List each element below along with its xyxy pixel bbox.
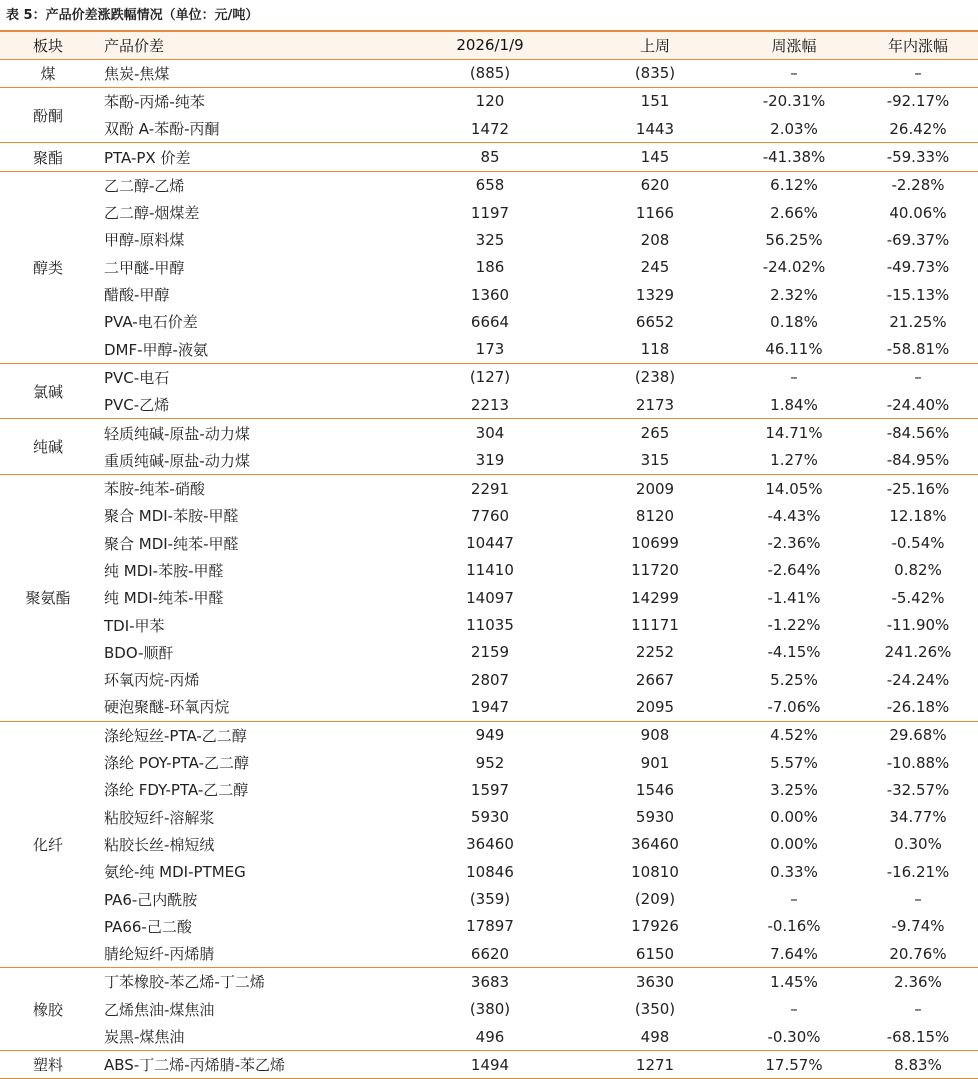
ytd-change-cell: 8.83%	[858, 1051, 978, 1079]
table-row	[0, 968, 978, 996]
header-current: 2026/1/9	[400, 31, 580, 59]
table-row	[0, 199, 978, 226]
last-week-cell: (350)	[634, 1000, 676, 1019]
category-cell: 酚酮	[0, 87, 96, 143]
ytd-change-cell: –	[914, 890, 922, 909]
table-row	[0, 171, 978, 199]
weekly-change-cell: 17.57%	[730, 1051, 858, 1079]
ytd-change-cell: 34.77%	[889, 808, 947, 827]
last-week-cell: 36460	[631, 835, 679, 854]
table-row	[0, 913, 978, 940]
last-week-cell: 145	[580, 143, 730, 171]
current-cell: 17897	[466, 917, 514, 936]
ytd-change-cell: -2.28%	[858, 171, 978, 199]
header-weekly-change: 周涨幅	[730, 31, 858, 59]
current-cell: 1947	[470, 697, 510, 716]
product-cell: 乙二醇-烟煤差	[104, 204, 200, 223]
ytd-change-cell: -11.90%	[886, 616, 950, 635]
table-row	[0, 1051, 978, 1079]
product-cell: 涤纶短丝-PTA-乙二醇	[96, 721, 400, 749]
product-cell: 双酚 A-苯酚-丙酮	[104, 120, 220, 139]
ytd-change-cell: -5.42%	[891, 588, 945, 607]
last-week-cell: 118	[640, 340, 670, 359]
current-cell: 2213	[470, 395, 510, 414]
weekly-change-cell: 56.25%	[765, 230, 823, 249]
weekly-change-cell: -2.36%	[767, 534, 821, 553]
ytd-change-cell: -84.95%	[886, 451, 950, 470]
last-week-cell: (209)	[634, 890, 676, 909]
spread-table	[0, 30, 978, 1079]
category-cell: 纯碱	[0, 419, 96, 475]
last-week-cell: 8120	[635, 506, 675, 525]
last-week-cell: 14299	[631, 588, 679, 607]
weekly-change-cell: -4.43%	[767, 506, 821, 525]
current-cell: 1472	[470, 119, 510, 138]
weekly-change-cell: 14.71%	[730, 419, 858, 447]
product-cell: 苯胺-纯苯-硝酸	[96, 474, 400, 502]
ytd-change-cell: 0.30%	[894, 835, 942, 854]
current-cell: 11035	[466, 616, 514, 635]
table-row	[0, 226, 978, 253]
current-cell: 658	[400, 171, 580, 199]
weekly-change-cell: 1.27%	[770, 451, 818, 470]
last-week-cell: 2009	[580, 474, 730, 502]
product-cell: PA6-己内酰胺	[104, 890, 198, 909]
last-week-cell: 245	[640, 258, 670, 277]
ytd-change-cell: -24.40%	[886, 395, 950, 414]
current-cell: 85	[400, 143, 580, 171]
weekly-change-cell: -41.38%	[730, 143, 858, 171]
current-cell: 952	[475, 753, 505, 772]
last-week-cell: 620	[580, 171, 730, 199]
product-cell: 涤纶 POY-PTA-乙二醇	[104, 754, 249, 773]
table-row	[0, 502, 978, 529]
ytd-change-cell: -25.16%	[858, 474, 978, 502]
current-cell: 2159	[470, 643, 510, 662]
last-week-cell: 908	[580, 721, 730, 749]
product-cell: 丁苯橡胶-苯乙烯-丁二烯	[96, 968, 400, 996]
last-week-cell: 2667	[635, 670, 675, 689]
weekly-change-cell: -4.15%	[767, 643, 821, 662]
weekly-change-cell: –	[790, 1000, 798, 1019]
last-week-cell: 315	[640, 451, 670, 470]
current-cell: 11410	[466, 561, 514, 580]
weekly-change-cell: 1.45%	[730, 968, 858, 996]
weekly-change-cell: -2.64%	[767, 561, 821, 580]
product-cell: 甲醇-原料煤	[104, 231, 185, 250]
last-week-cell: 10810	[631, 862, 679, 881]
category-cell: 煤	[0, 59, 96, 87]
last-week-cell: 11720	[631, 561, 679, 580]
product-cell: 氨纶-纯 MDI-PTMEG	[104, 863, 246, 882]
current-cell: 36460	[466, 835, 514, 854]
product-cell: 纯 MDI-纯苯-甲醛	[104, 589, 224, 608]
category-cell: 醇类	[0, 171, 96, 363]
header-row	[0, 31, 978, 59]
current-cell: (380)	[469, 1000, 511, 1019]
ytd-change-cell: 40.06%	[889, 203, 947, 222]
ytd-change-cell: 21.25%	[889, 312, 947, 331]
weekly-change-cell: 5.57%	[770, 753, 818, 772]
last-week-cell: 10699	[631, 534, 679, 553]
weekly-change-cell: -24.02%	[762, 258, 826, 277]
table-row	[0, 831, 978, 858]
weekly-change-cell: -0.16%	[767, 917, 821, 936]
header-last-week: 上周	[580, 31, 730, 59]
weekly-change-cell: 2.32%	[770, 285, 818, 304]
table-row	[0, 335, 978, 363]
current-cell: (127)	[400, 363, 580, 391]
table-row	[0, 391, 978, 419]
product-cell: 二甲醚-甲醇	[104, 258, 185, 277]
weekly-change-cell: –	[790, 890, 798, 909]
weekly-change-cell: -7.06%	[767, 697, 821, 716]
last-week-cell: 1546	[635, 780, 675, 799]
table-row	[0, 557, 978, 584]
ytd-change-cell: -58.81%	[886, 340, 950, 359]
table-row	[0, 666, 978, 693]
weekly-change-cell: 1.84%	[770, 395, 818, 414]
weekly-change-cell: –	[730, 59, 858, 87]
current-cell: 496	[475, 1027, 505, 1046]
product-cell: 乙二醇-乙烯	[96, 171, 400, 199]
ytd-change-cell: 12.18%	[889, 506, 947, 525]
ytd-change-cell: 2.36%	[858, 968, 978, 996]
last-week-cell: 5930	[635, 808, 675, 827]
last-week-cell: 6150	[635, 944, 675, 963]
current-cell: 3683	[400, 968, 580, 996]
product-cell: 粘胶长丝-棉短绒	[104, 835, 215, 854]
table-body	[0, 59, 978, 1079]
ytd-change-cell: 0.82%	[894, 561, 942, 580]
weekly-change-cell: 0.18%	[770, 312, 818, 331]
table-row	[0, 530, 978, 557]
current-cell: (885)	[400, 59, 580, 87]
last-week-cell: 17926	[631, 917, 679, 936]
last-week-cell: 151	[580, 87, 730, 115]
last-week-cell: 2252	[635, 643, 675, 662]
table-row	[0, 447, 978, 475]
last-week-cell: 1329	[635, 285, 675, 304]
weekly-change-cell: 7.64%	[770, 944, 818, 963]
table-row	[0, 419, 978, 447]
current-cell: 10846	[466, 862, 514, 881]
table-row	[0, 721, 978, 749]
weekly-change-cell: 0.00%	[770, 835, 818, 854]
category-cell: 塑料	[0, 1051, 96, 1079]
product-cell: TDI-甲苯	[104, 616, 165, 635]
header-ytd-change: 年内涨幅	[858, 31, 978, 59]
table-row	[0, 885, 978, 912]
ytd-change-cell: -59.33%	[858, 143, 978, 171]
current-cell: 186	[475, 258, 505, 277]
table-row	[0, 858, 978, 885]
last-week-cell: 6652	[635, 312, 675, 331]
last-week-cell: 1166	[635, 203, 675, 222]
weekly-change-cell: 6.12%	[730, 171, 858, 199]
weekly-change-cell: 3.25%	[770, 780, 818, 799]
table-caption: 表 5：产品价差涨跌幅情况（单位：元/吨）	[6, 8, 259, 23]
weekly-change-cell: 2.03%	[770, 119, 818, 138]
last-week-cell: 11171	[631, 616, 679, 635]
current-cell: 7760	[470, 506, 510, 525]
ytd-change-cell: 241.26%	[884, 643, 952, 662]
category-cell: 化纤	[0, 721, 96, 968]
weekly-change-cell: -1.41%	[767, 588, 821, 607]
product-cell: BDO-顺酐	[104, 643, 174, 662]
current-cell: 120	[400, 87, 580, 115]
ytd-change-cell: -26.18%	[886, 697, 950, 716]
product-cell: PTA-PX 价差	[96, 143, 400, 171]
ytd-change-cell: -84.56%	[858, 419, 978, 447]
table-row	[0, 611, 978, 638]
category-cell: 氯碱	[0, 363, 96, 419]
weekly-change-cell: 2.66%	[770, 203, 818, 222]
product-cell: 苯酚-丙烯-纯苯	[96, 87, 400, 115]
current-cell: 304	[400, 419, 580, 447]
weekly-change-cell: -1.22%	[767, 616, 821, 635]
product-cell: 焦炭-焦煤	[96, 59, 400, 87]
current-cell: (359)	[469, 890, 511, 909]
last-week-cell: 1443	[635, 119, 675, 138]
current-cell: 6664	[470, 312, 510, 331]
last-week-cell: 2173	[635, 395, 675, 414]
current-cell: 1197	[470, 203, 510, 222]
weekly-change-cell: 14.05%	[730, 474, 858, 502]
product-cell: 涤纶 FDY-PTA-乙二醇	[104, 781, 249, 800]
product-cell: 轻质纯碱-原盐-动力煤	[96, 419, 400, 447]
product-cell: 聚合 MDI-纯苯-甲醛	[104, 534, 239, 553]
current-cell: 14097	[466, 588, 514, 607]
last-week-cell: 901	[640, 753, 670, 772]
current-cell: 5930	[470, 808, 510, 827]
current-cell: 2807	[470, 670, 510, 689]
weekly-change-cell: 0.33%	[770, 862, 818, 881]
weekly-change-cell: -0.30%	[767, 1027, 821, 1046]
ytd-change-cell: 20.76%	[889, 944, 947, 963]
ytd-change-cell: –	[858, 363, 978, 391]
table-row	[0, 474, 978, 502]
ytd-change-cell: -9.74%	[891, 917, 945, 936]
current-cell: 1597	[470, 780, 510, 799]
ytd-change-cell: -24.24%	[886, 670, 950, 689]
product-cell: PVC-电石	[96, 363, 400, 391]
last-week-cell: 265	[580, 419, 730, 447]
ytd-change-cell: -0.54%	[891, 534, 945, 553]
product-cell: 纯 MDI-苯胺-甲醛	[104, 561, 224, 580]
table-header	[0, 31, 978, 59]
last-week-cell: 1271	[580, 1051, 730, 1079]
product-cell: ABS-丁二烯-丙烯腈-苯乙烯	[96, 1051, 400, 1079]
ytd-change-cell: -15.13%	[886, 285, 950, 304]
weekly-change-cell: -20.31%	[730, 87, 858, 115]
product-cell: 环氧丙烷-丙烯	[104, 671, 200, 690]
table-row	[0, 940, 978, 968]
current-cell: 949	[400, 721, 580, 749]
table-row	[0, 254, 978, 281]
weekly-change-cell: 46.11%	[765, 340, 823, 359]
weekly-change-cell: 5.25%	[770, 670, 818, 689]
ytd-change-cell: -16.21%	[886, 862, 950, 881]
weekly-change-cell: 0.00%	[770, 808, 818, 827]
product-cell: 乙烯焦油-煤焦油	[104, 1000, 215, 1019]
product-cell: PVC-乙烯	[104, 396, 170, 415]
product-cell: PA66-己二酸	[104, 917, 192, 936]
product-cell: DMF-甲醇-液氨	[104, 340, 208, 359]
product-cell: PVA-电石价差	[104, 313, 198, 332]
ytd-change-cell: -10.88%	[886, 753, 950, 772]
table-row	[0, 749, 978, 776]
ytd-change-cell: -32.57%	[886, 780, 950, 799]
last-week-cell: 2095	[635, 697, 675, 716]
last-week-cell: 498	[640, 1027, 670, 1046]
current-cell: 1494	[400, 1051, 580, 1079]
ytd-change-cell: 29.68%	[858, 721, 978, 749]
ytd-change-cell: -49.73%	[886, 258, 950, 277]
product-cell: 炭黑-煤焦油	[104, 1028, 185, 1047]
weekly-change-cell: –	[730, 363, 858, 391]
current-cell: 173	[475, 340, 505, 359]
table-row	[0, 1023, 978, 1051]
header-product: 产品价差	[96, 31, 400, 59]
table-row	[0, 639, 978, 666]
current-cell: 10447	[466, 534, 514, 553]
current-cell: 325	[475, 230, 505, 249]
product-cell: 醋酸-甲醇	[104, 286, 170, 305]
table-row	[0, 693, 978, 721]
current-cell: 2291	[400, 474, 580, 502]
product-cell: 腈纶短纤-丙烯腈	[104, 945, 215, 964]
last-week-cell: 208	[640, 230, 670, 249]
ytd-change-cell: 26.42%	[889, 119, 947, 138]
weekly-change-cell: 4.52%	[730, 721, 858, 749]
table-row	[0, 804, 978, 831]
table-row	[0, 281, 978, 308]
last-week-cell: 3630	[580, 968, 730, 996]
ytd-change-cell: –	[858, 59, 978, 87]
table-row	[0, 308, 978, 335]
category-cell: 橡胶	[0, 968, 96, 1051]
current-cell: 6620	[470, 944, 510, 963]
product-cell: 粘胶短纤-溶解浆	[104, 808, 215, 827]
product-cell: 重质纯碱-原盐-动力煤	[104, 451, 250, 470]
ytd-change-cell: –	[914, 1000, 922, 1019]
header-category: 板块	[0, 31, 96, 59]
product-cell: 硬泡聚醚-环氧丙烷	[104, 698, 230, 717]
category-cell: 聚酯	[0, 143, 96, 171]
current-cell: 1360	[470, 285, 510, 304]
category-cell: 聚氨酯	[0, 474, 96, 721]
ytd-change-cell: -68.15%	[886, 1027, 950, 1046]
table-row	[0, 59, 978, 87]
ytd-change-cell: -92.17%	[858, 87, 978, 115]
table-row	[0, 584, 978, 611]
table-row	[0, 363, 978, 391]
ytd-change-cell: -69.37%	[886, 230, 950, 249]
last-week-cell: (238)	[580, 363, 730, 391]
last-week-cell: (835)	[580, 59, 730, 87]
table-row	[0, 87, 978, 115]
current-cell: 319	[475, 451, 505, 470]
table-row	[0, 115, 978, 143]
table-row	[0, 776, 978, 803]
product-cell: 聚合 MDI-苯胺-甲醛	[104, 507, 239, 526]
table-row	[0, 143, 978, 171]
table-row	[0, 996, 978, 1023]
